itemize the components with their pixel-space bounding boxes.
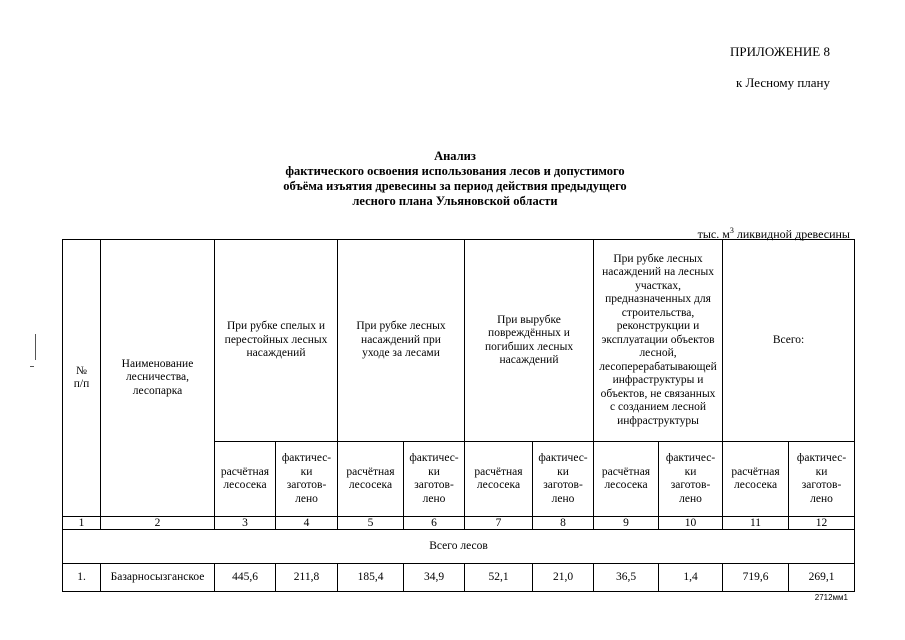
header-line: насаждений на лесных	[602, 266, 714, 279]
units-suffix: ликвидной древесины	[733, 227, 850, 241]
column-number: 10	[659, 517, 723, 530]
header-line: фактичес-	[409, 452, 459, 464]
header-line: ки	[557, 465, 569, 478]
header-line: При рубке лесных	[356, 320, 446, 333]
header-group	[594, 240, 723, 442]
header-line: лесопарка	[132, 384, 183, 397]
cell-value: 185,4	[338, 564, 404, 592]
header-line: лесосека	[604, 479, 648, 491]
header-line: ки	[684, 465, 697, 478]
section-row	[63, 530, 855, 564]
cell-value: 52,1	[465, 564, 533, 592]
header-group	[215, 240, 338, 442]
header-line: лено	[810, 492, 833, 505]
header-group	[723, 240, 855, 442]
appendix-subtitle: к Лесному плану	[735, 75, 830, 90]
header-line: лесоперерабатывающей	[599, 360, 717, 373]
header-line: заготов-	[414, 479, 454, 491]
analysis-table-container	[62, 239, 854, 592]
cell-value: 445,6	[215, 564, 276, 592]
title-line: фактического освоения использования лесов и допустимого	[285, 164, 625, 178]
header-line: заготов-	[543, 479, 583, 491]
header-number	[63, 240, 101, 517]
column-number: 5	[338, 517, 404, 530]
cell-value: 21,0	[533, 564, 594, 592]
cell-value: 719,6	[723, 564, 789, 592]
header-line: погибших лесных	[484, 340, 574, 353]
header-line: лено	[295, 492, 318, 505]
header-line: перестойных лесных	[224, 333, 328, 346]
cell-value: 36,5	[594, 564, 659, 592]
document-title	[205, 149, 705, 209]
row-forestry-name: Базарносызганское	[101, 564, 215, 592]
header-line: лено	[679, 492, 702, 505]
subheader-calculated	[338, 442, 404, 517]
subheader-calculated	[594, 442, 659, 517]
column-number: 4	[276, 517, 338, 530]
header-group	[338, 240, 465, 442]
header-line: реконструкции и	[616, 320, 700, 333]
title-line: лесного плана Ульяновской области	[352, 194, 558, 208]
title-line: Анализ	[434, 149, 476, 163]
column-number: 11	[723, 517, 789, 530]
header-line: ки	[428, 465, 440, 478]
units-superscript: 3	[729, 226, 734, 235]
section-title: Всего лесов	[63, 530, 855, 564]
subheader-actual	[533, 442, 594, 517]
header-line: Всего:	[772, 333, 805, 346]
header-line: строительства,	[621, 306, 695, 319]
header-line: Наименование	[121, 357, 194, 370]
column-number: 9	[594, 517, 659, 530]
cell-value: 34,9	[404, 564, 465, 592]
header-line: расчётная	[731, 465, 780, 478]
header-line: фактичес-	[665, 452, 716, 464]
scan-artifact	[30, 366, 34, 367]
header-line: уходе за лесами	[362, 347, 440, 360]
column-number: 12	[789, 517, 855, 530]
header-line: с созданием лесной	[610, 401, 707, 414]
header-line: лесосека	[348, 479, 393, 491]
header-line: расчётная	[346, 465, 395, 478]
subheader-calculated	[465, 442, 533, 517]
subheader-calculated	[723, 442, 789, 517]
header-line: повреждённых и	[488, 327, 570, 339]
cell-value: 1,4	[659, 564, 723, 592]
row-number: 1.	[63, 564, 101, 592]
column-number: 1	[63, 517, 101, 530]
analysis-table	[62, 239, 855, 592]
header-line: п/п	[73, 378, 90, 390]
appendix-label: ПРИЛОЖЕНИЕ 8	[730, 44, 830, 59]
header-line: лено	[422, 492, 446, 505]
column-number-row	[63, 517, 855, 530]
header-line: лесничества,	[125, 371, 190, 384]
header-line: фактичес-	[796, 452, 847, 464]
header-row-groups	[63, 240, 855, 442]
header-line: При рубке лесных	[613, 252, 703, 265]
column-number: 2	[101, 517, 215, 530]
header-line: ки	[815, 465, 828, 478]
header-line: лено	[551, 492, 575, 505]
header-line: участках,	[635, 279, 681, 292]
header-line: При вырубке	[497, 313, 561, 326]
cell-value: 211,8	[276, 564, 338, 592]
header-line: расчётная	[474, 465, 523, 478]
header-line: инфраструктуры	[617, 414, 699, 427]
header-line: фактичес-	[538, 452, 588, 464]
header-line: объектов, не связанных	[600, 387, 716, 400]
header-line: №	[76, 364, 87, 377]
subheader-calculated	[215, 442, 276, 517]
header-line: лесной,	[639, 347, 677, 360]
header-line: фактичес-	[281, 452, 332, 464]
footer-code: 2712мм1	[814, 593, 848, 602]
units-prefix: тыс. м	[697, 227, 730, 241]
header-line: насаждений при	[361, 333, 441, 346]
header-line: лесосека	[476, 479, 521, 491]
subheader-actual	[276, 442, 338, 517]
column-number: 7	[465, 517, 533, 530]
column-number: 6	[404, 517, 465, 530]
header-name	[101, 240, 215, 517]
header-line: лесосека	[733, 479, 778, 491]
header-line: ки	[300, 465, 313, 478]
header-line: лесосека	[223, 479, 267, 491]
header-line: эксплуатации объектов	[601, 333, 715, 346]
header-line: инфраструктуры и	[612, 374, 704, 387]
header-line: заготов-	[801, 479, 842, 491]
column-number: 3	[215, 517, 276, 530]
scan-artifact	[35, 334, 36, 360]
header-line: насаждений	[499, 354, 559, 366]
header-line: насаждений	[246, 347, 306, 360]
table-row	[63, 564, 855, 592]
header-line: расчётная	[220, 465, 270, 478]
subheader-actual	[789, 442, 855, 517]
header-line: заготов-	[286, 479, 327, 491]
header-group	[465, 240, 594, 442]
header-line: расчётная	[601, 465, 651, 478]
subheader-actual	[404, 442, 465, 517]
subheader-actual	[659, 442, 723, 517]
title-line: объёма изъятия древесины за период действия предыдущего	[283, 179, 627, 193]
column-number: 8	[533, 517, 594, 530]
header-line: предназначенных для	[605, 293, 711, 306]
header-line: При рубке спелых и	[226, 320, 326, 333]
cell-value: 269,1	[789, 564, 855, 592]
header-line: заготов-	[670, 479, 711, 491]
